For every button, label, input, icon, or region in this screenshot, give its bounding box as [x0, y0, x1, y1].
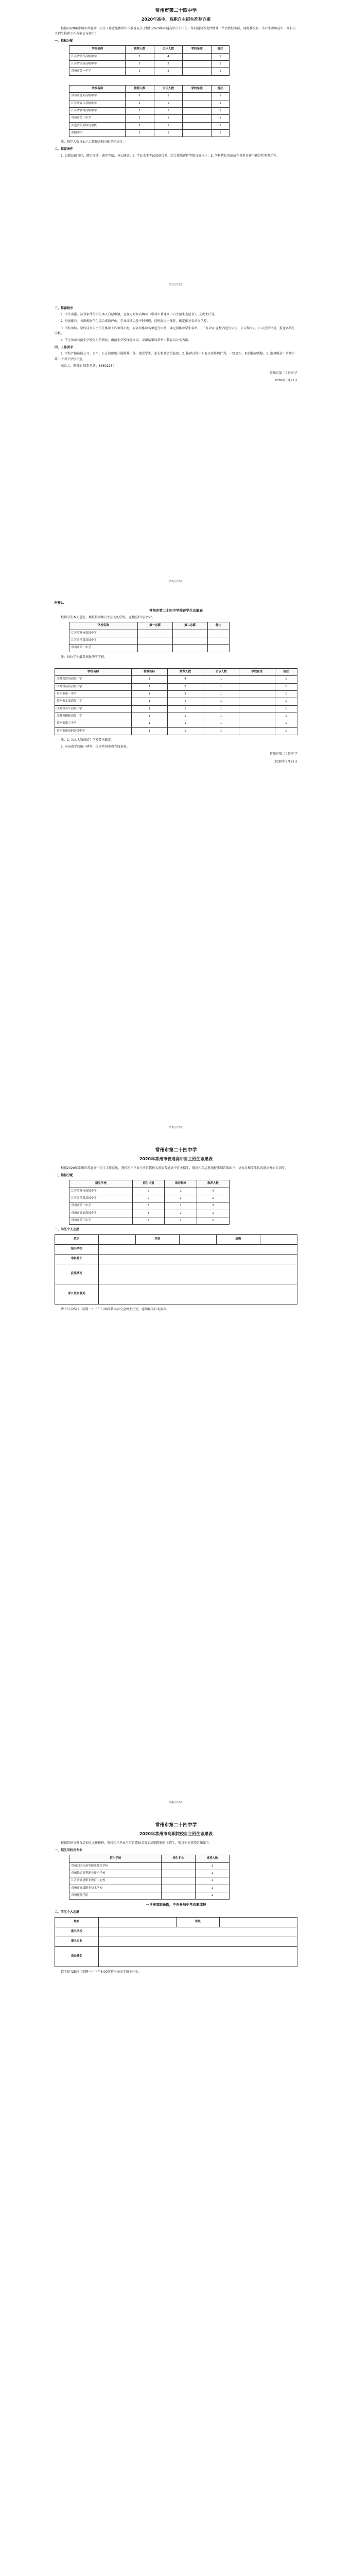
doc1-table2-cell-2-3 [183, 107, 212, 114]
doc4-table-header-0: 招生学校 [69, 1180, 132, 1188]
doc1-table2-header-3: 学校备注 [183, 85, 212, 92]
doc1-table2-cell-1-3 [183, 100, 212, 107]
doc1-table2-cell-0-4: 1 [212, 93, 230, 100]
table-row [69, 129, 230, 137]
doc5-bottom: 请于5月25日（星期一）下午5:00前将本表交至班主任处。 [61, 1970, 142, 1974]
doc5-table-cell-2-2: 1 [195, 1877, 229, 1885]
doc1-table1-cell-2-4: 1 [212, 68, 230, 75]
doc3-table2-cell-2-2: 3 [167, 691, 203, 698]
doc3-table2-cell-2-1: 1 [131, 691, 167, 698]
doc3-table-header-3: 备注 [207, 622, 229, 630]
table-row [69, 1862, 230, 1870]
table-row [69, 645, 230, 652]
doc3-table2-cell-5-4 [239, 713, 275, 720]
doc4-table-header-2: 推荐指标 [165, 1180, 197, 1188]
table-row [55, 698, 297, 705]
table-row [69, 53, 230, 60]
doc3-table-header-0: 学校名称 [69, 622, 137, 630]
doc5-form-school1-label: 报名学校 [55, 1927, 99, 1937]
doc3-table2-cell-6-4 [239, 720, 275, 727]
doc3-table-header-1: 第一志愿 [137, 622, 172, 630]
doc5-table-cell-3-0: 常州市高级职业技术学校 [69, 1885, 162, 1892]
doc3-table-cell-0-2 [172, 630, 207, 637]
table-row [69, 1892, 230, 1899]
doc2-text3b: 2. 班级推荐。各班根据学生综合素质评价、学业成绩以及平时表现，经班级民主推荐，确定推荐名单报学校。 [61, 319, 210, 324]
doc3-note: 注：每位学生最多填报两所学校。 [61, 655, 108, 659]
doc3-table-cell-0-0: 江苏省常州高级中学 [69, 630, 137, 637]
doc3-table2-cell-0-3: 1 [203, 676, 239, 683]
doc4-form-school2-value[interactable] [98, 1254, 297, 1264]
doc3-table2-cell-1-5: 1 [275, 683, 297, 690]
doc1-table1-cell-2-1: 1 [125, 68, 154, 75]
doc5-table-cell-3-2: 1 [195, 1885, 229, 1892]
doc3-table-cell-2-3 [207, 645, 229, 652]
table-row [55, 727, 297, 735]
doc1-sec1: 一、指标分配 [55, 39, 74, 43]
doc2-page: 第2页共5页 [168, 580, 184, 583]
doc5-form-parent-label: 家长签名 [55, 1946, 99, 1967]
table-row [55, 720, 297, 727]
doc4-sec2: 二、学生个人志愿 [55, 1228, 80, 1232]
doc3-table-cell-1-3 [207, 637, 229, 645]
doc3-table2-header-5: 备注 [275, 668, 297, 675]
doc4-table-cell-2-0: 常州市第一中学 [69, 1202, 132, 1210]
doc1-table2 [69, 85, 230, 137]
doc5-subtitle: 2020年常州市高职院校自主招生志愿表 [139, 1832, 213, 1837]
doc1-intro: 根据2020年常州市普通高中招生工作意见和常州市教育局关于做好2020年普通高中自主招生工作的通知等文件精神，结合我校实际，现将我校初三毕业生参加高中、高职自主招生推荐工作方案公布如下： [55, 26, 296, 36]
doc4-table-cell-4-2: 1 [165, 1217, 197, 1224]
doc4-title: 常州市第二十四中学 [155, 1148, 197, 1153]
doc3-table2-cell-4-0: 江苏省奔牛高级中学 [55, 705, 132, 713]
doc3-table-cell-1-1 [137, 637, 172, 645]
doc5-table-cell-4-2: 1 [195, 1892, 229, 1899]
doc3-table-cell-2-1 [137, 645, 172, 652]
doc3-table2-cell-4-2: 1 [167, 705, 203, 713]
doc3-table2-cell-6-3: 1 [203, 720, 239, 727]
doc1-table1-cell-1-2: 2 [154, 61, 183, 68]
doc1-table1-header-4: 备注 [212, 46, 230, 53]
doc4-form [55, 1234, 297, 1304]
doc5-tip: 一旦被高职录取，不再参加中考志愿填报 [146, 1903, 206, 1907]
doc1-table1-cell-2-3 [183, 68, 212, 75]
doc1-table2-header-0: 学校名称 [69, 85, 126, 92]
doc3-table2-cell-3-3: 1 [203, 698, 239, 705]
doc3-table2-cell-7-4 [239, 727, 275, 735]
doc4-table-cell-0-1: 2 [132, 1188, 165, 1195]
table-row [69, 1195, 230, 1202]
doc3-table2-cell-2-4 [239, 691, 275, 698]
doc1-table2-cell-2-1: 1 [125, 107, 154, 114]
doc3-attach: 附件1： [55, 601, 66, 605]
doc2-text4: 1. 学校严格按照公开、公平、公正的原则开展推荐工作，接受学生、家长和社会的监督。2. 推荐过程中如有弄虚作假行为，一经查实，取消推荐资格。3. 监督电话：常州市第二十四中学校长室。 [55, 352, 295, 361]
page-3 [47, 594, 305, 1134]
doc4-bottom: 请于5月25日（星期一）下午5:00前将本表交至班主任处，逾期视为自动放弃。 [61, 1307, 169, 1311]
doc3-title: 常州市第二十四中学推荐学生志愿表 [149, 608, 203, 613]
doc3-table2-cell-2-3: 1 [203, 691, 239, 698]
doc1-table2-cell-4-3 [183, 122, 212, 129]
doc3-table2-cell-4-3: 1 [203, 705, 239, 713]
table-row [69, 1217, 230, 1224]
doc1-table1-cell-0-4: 1 [212, 53, 230, 60]
doc4-table-cell-1-2: 1 [165, 1195, 197, 1202]
doc3-table-cell-1-0: 江苏省前黄高级中学 [69, 637, 137, 645]
doc4-form-school2-label: 学科特长 [55, 1254, 99, 1264]
doc3-table2-cell-7-0: 常州市田家炳高级中学 [55, 727, 132, 735]
doc1-table1-cell-0-2: 4 [154, 53, 183, 60]
doc3-table2-header-3: 公示人数 [203, 668, 239, 675]
doc1-title: 常州市第二十四中学 [155, 8, 197, 13]
doc4-sec1: 一、指标分配 [55, 1174, 74, 1178]
doc1-table2-note: 注：推荐人数与公示人数按各校分配指标执行。 [61, 140, 126, 144]
doc3-table2-cell-3-5: 1 [275, 698, 297, 705]
doc5-form-parent-value[interactable] [98, 1946, 297, 1967]
doc1-subtitle: 2020年高中、高职自主招生准荐方案 [141, 17, 211, 22]
table-row [69, 1885, 230, 1892]
doc3-table2-header-1: 推荐指标 [131, 668, 167, 675]
doc1-table2-cell-4-4: 1 [212, 122, 230, 129]
doc4-form-gender-value[interactable] [179, 1234, 216, 1244]
table-row [69, 68, 230, 75]
doc2-text3d: 4. 学生参加各招生学校组织的测试，由招生学校择优录取，录取结果以常州市教育局公布为准。 [61, 338, 191, 342]
doc3-table2-cell-1-3: 1 [203, 683, 239, 690]
doc1-table2-cell-3-0: 常州市第三中学 [69, 115, 126, 122]
doc4-form-awards-value[interactable] [98, 1264, 297, 1284]
doc1-sec2: 二、推荐条件 [55, 147, 74, 151]
doc1-table1-cell-1-1: 1 [125, 61, 154, 68]
table-row [69, 637, 230, 645]
doc3-table2-cell-5-1: 1 [131, 713, 167, 720]
table-row [69, 630, 230, 637]
doc1-table2-cell-0-2: 1 [154, 93, 183, 100]
doc4-form-name-value[interactable] [98, 1234, 135, 1244]
doc5-title: 常州市第二十四中学 [155, 1823, 197, 1828]
table-row [69, 107, 230, 114]
doc3-table2-cell-3-4 [239, 698, 275, 705]
doc5-form-school1-value[interactable] [98, 1927, 297, 1937]
doc1-table1-header-2: 公示人数 [154, 46, 183, 53]
doc1-table2-header-4: 备注 [212, 85, 230, 92]
doc4-form-name-label: 姓名 [55, 1234, 99, 1244]
doc1-table2-cell-5-2: 1 [154, 129, 183, 137]
doc5-table-cell-4-0: 常州技师学院 [69, 1892, 162, 1899]
doc5-table [69, 1855, 230, 1900]
doc5-form-name-value[interactable] [98, 1917, 176, 1927]
table-row [69, 61, 230, 68]
doc5-table-cell-0-1 [161, 1862, 195, 1870]
doc5-table-cell-1-0: 常州铁道高等职业技术学校 [69, 1870, 162, 1877]
doc4-table-cell-2-3: 3 [197, 1202, 230, 1210]
doc4-table-cell-3-3: 1 [197, 1210, 230, 1217]
doc3-table2 [55, 668, 297, 735]
page-1 [47, 0, 305, 292]
table-row [55, 691, 297, 698]
doc1-table2-cell-3-4: 1 [212, 115, 230, 122]
doc1-table2-cell-0-1: 1 [125, 93, 154, 100]
doc5-table-cell-2-0: 江苏省武进职业教育中心校 [69, 1877, 162, 1885]
doc4-table-cell-1-1: 2 [132, 1195, 165, 1202]
doc5-intro: 根据常州市教育局相关文件精神，我校初三毕业生可自愿报名参加高职院校自主招生，现将相关事项告知如下。 [61, 1841, 213, 1845]
doc4-table-cell-2-1: 3 [132, 1202, 165, 1210]
page-5 [47, 1815, 305, 2576]
doc3-table2-header-2: 推荐人数 [167, 668, 203, 675]
doc3-table2-cell-5-5: 1 [275, 713, 297, 720]
doc3-table2-cell-0-0: 江苏省常州高级中学 [55, 676, 132, 683]
doc1-table1-header-3: 学校备注 [183, 46, 212, 53]
doc5-table-cell-0-0: 常州刘国钧高等职业技术学校 [69, 1862, 162, 1870]
doc5-sec2: 二、学生个人志愿 [55, 1910, 80, 1914]
doc2-text3a: 1. 学生申报。符合条件的学生本人自愿申请，在规定时间内填写《常州市普通高中自主招生志愿表》，交班主任处。 [61, 313, 218, 317]
doc1-table2-cell-2-4: 1 [212, 107, 230, 114]
doc1-table1-cell-1-4: 1 [212, 61, 230, 68]
doc4-table-cell-4-3: 1 [197, 1217, 230, 1224]
doc5-table-header-2: 推荐人数 [195, 1855, 229, 1862]
doc3-table2-cell-0-5: 1 [275, 676, 297, 683]
doc1-table2-cell-1-1: 1 [125, 100, 154, 107]
table-row [69, 100, 230, 107]
doc4-table-cell-3-2: 1 [165, 1210, 197, 1217]
table-row [69, 93, 230, 100]
doc3-table2-cell-3-2: 1 [167, 698, 203, 705]
doc2-contact: 联系人：教务处 联系电话：86601234 [61, 364, 115, 368]
table-row [69, 122, 230, 129]
doc3-table2-cell-6-2: 1 [167, 720, 203, 727]
table-row [69, 1188, 230, 1195]
doc3-table2-cell-6-5: 1 [275, 720, 297, 727]
doc1-table1-cell-2-2: 3 [154, 68, 183, 75]
doc4-page: 第4页共5页 [168, 1801, 184, 1804]
doc4-form-class-value[interactable] [260, 1234, 297, 1244]
doc4-form-remark-label: 家长签名意见 [55, 1284, 99, 1304]
table-row [69, 1210, 230, 1217]
doc3-table2-cell-5-0: 江苏省横林高级中学 [55, 713, 132, 720]
doc1-table1-cell-0-3 [183, 53, 212, 60]
doc3-footer2: 2. 本表由学校统一填写，报送常州市教育局备案。 [61, 745, 130, 749]
doc1-page: 第1页共5页 [168, 283, 184, 286]
doc4-table-cell-4-0: 常州市第三中学 [69, 1217, 132, 1224]
doc1-table2-cell-5-0: 溧阳中学 [69, 129, 126, 137]
doc1-table2-cell-0-0: 常州市北郊高级中学 [69, 93, 126, 100]
table-row [69, 1877, 230, 1885]
doc3-table2-cell-2-5: 1 [275, 691, 297, 698]
doc5-table-header-1: 招生专业 [161, 1855, 195, 1862]
doc3-table2-cell-1-4 [239, 683, 275, 690]
doc1-table2-cell-4-1: 1 [125, 122, 154, 129]
doc1-table2-cell-1-0: 江苏省奔牛高级中学 [69, 100, 126, 107]
doc2-text3c: 3. 学校审核。学校成立自主招生推荐工作领导小组，对各班推荐名单进行审核，确定拟推荐学生名单，于5月26日在校内进行公示，公示期3天。公示无异议后，报送各招生学校。 [55, 326, 295, 335]
doc1-table2-cell-3-2: 1 [154, 115, 183, 122]
doc3-table-cell-2-0: 常州市第一中学 [69, 645, 137, 652]
doc4-form-school1-label: 报名学校 [55, 1244, 99, 1254]
doc5-table-cell-2-1 [161, 1877, 195, 1885]
doc3-table2-header-4: 学校备注 [239, 668, 275, 675]
doc2-sec3: 三、推荐程序 [55, 307, 74, 310]
doc3-footer1: 注：1. 公示人数按招生学校要求确定。 [61, 738, 114, 742]
doc1-table2-cell-4-0: 武进清英外国语学校 [69, 122, 126, 129]
doc4-table-cell-4-1: 3 [132, 1217, 165, 1224]
doc4-form-remark-value[interactable] [98, 1284, 297, 1304]
doc5-form-name-label: 姓名 [55, 1917, 99, 1927]
doc1-table2-cell-1-4: 1 [212, 100, 230, 107]
doc4-table-cell-2-2: 1 [165, 1202, 197, 1210]
doc1-table1-cell-0-1: 1 [125, 53, 154, 60]
doc3-table-cell-1-2 [172, 637, 207, 645]
doc3-table2-cell-4-4 [239, 705, 275, 713]
table-row [69, 1870, 230, 1877]
doc5-form-major-label: 报名专业 [55, 1937, 99, 1946]
table-row [55, 683, 297, 690]
doc3-table2-cell-0-4 [239, 676, 275, 683]
doc1-table1-cell-0-0: 江苏省常州高级中学 [69, 53, 126, 60]
doc5-form-class-value[interactable] [220, 1917, 297, 1927]
doc1-table2-cell-0-3 [183, 93, 212, 100]
doc1-table2-header-2: 公示人数 [154, 85, 183, 92]
doc5-table-cell-0-2: 1 [195, 1862, 229, 1870]
doc4-table-header-1: 招生计划 [132, 1180, 165, 1188]
doc3-table2-cell-4-1: 1 [131, 705, 167, 713]
doc3-table-cell-0-3 [207, 630, 229, 637]
doc1-table2-header-1: 推荐人数 [125, 85, 154, 92]
doc2-sec4: 四、工作要求 [55, 346, 74, 350]
doc3-table2-cell-3-0: 常州市北郊高级中学 [55, 698, 132, 705]
doc3-sig: 常州市第二十四中学 [269, 752, 297, 756]
doc1-table2-cell-5-4: 1 [212, 129, 230, 137]
table-row [55, 676, 297, 683]
table-row [69, 115, 230, 122]
doc3-table-cell-2-2 [172, 645, 207, 652]
doc5-form [55, 1917, 297, 1967]
doc3-intro: 根据学生本人意愿，填报拟参加自主招生的学校，在相应栏内打“√”。 [61, 616, 156, 620]
doc3-table2-cell-0-1: 1 [131, 676, 167, 683]
doc5-table-cell-1-1 [161, 1870, 195, 1877]
doc5-sec1: 一、招生学校及专业 [55, 1849, 83, 1853]
doc4-table [69, 1180, 230, 1225]
doc3-table2-cell-2-0: 常州市第一中学 [55, 691, 132, 698]
doc3-table2-header-0: 学校名称 [55, 668, 132, 675]
doc3-table2-cell-1-0: 江苏省前黄高级中学 [55, 683, 132, 690]
doc4-subtitle: 2020年常州市普通高中自主招生志愿表 [139, 1157, 213, 1162]
doc4-form-gender-label: 性别 [136, 1234, 180, 1244]
doc1-table2-cell-3-3 [183, 115, 212, 122]
doc3-date: 2020年5月21日 [274, 759, 297, 764]
doc4-form-awards-label: 获奖情况 [55, 1264, 99, 1284]
doc1-table1-cell-1-3 [183, 61, 212, 68]
doc1-text2: 1. 思想品德良好，遵纪守法，诚实守信，身心健康；2. 学业水平考试成绩优秀，综合素质评价等级良好以上；3. 学科特长突出或在各类竞赛中获得奖项者优先。 [61, 154, 279, 158]
doc3-table2-cell-7-1: 1 [131, 727, 167, 735]
doc5-table-cell-4-1 [161, 1892, 195, 1899]
doc4-table-cell-3-0: 常州市北郊高级中学 [69, 1210, 132, 1217]
doc3-table2-cell-7-2: 1 [167, 727, 203, 735]
table-row [55, 713, 297, 720]
doc5-form-class-label: 班级 [176, 1917, 220, 1927]
doc3-table2-cell-5-2: 1 [167, 713, 203, 720]
table-row [69, 1202, 230, 1210]
page-2 [47, 297, 305, 588]
doc3-page: 第3页共5页 [168, 1126, 184, 1129]
doc3-table2-cell-5-3: 1 [203, 713, 239, 720]
doc5-table-cell-3-1 [161, 1885, 195, 1892]
doc1-table2-cell-5-3 [183, 129, 212, 137]
doc4-table-cell-3-1: 3 [132, 1210, 165, 1217]
doc4-form-school1-value[interactable] [98, 1244, 297, 1254]
doc1-table1 [69, 45, 230, 75]
doc3-table2-cell-1-2: 2 [167, 683, 203, 690]
doc3-table-cell-0-1 [137, 630, 172, 637]
doc4-table-header-3: 推荐人数 [197, 1180, 230, 1188]
doc3-table2-cell-0-2: 4 [167, 676, 203, 683]
doc1-table1-cell-1-0: 江苏省前黄高级中学 [69, 61, 126, 68]
table-row [55, 705, 297, 713]
doc1-table1-cell-2-0: 常州市第一中学 [69, 68, 126, 75]
doc3-table2-cell-4-5: 1 [275, 705, 297, 713]
doc5-table-cell-1-2: 1 [195, 1870, 229, 1877]
doc4-form-class-label: 班级 [217, 1234, 260, 1244]
doc3-table2-cell-3-1: 1 [131, 698, 167, 705]
doc1-table2-cell-5-1: 1 [125, 129, 154, 137]
doc3-table [69, 622, 230, 652]
doc3-table2-cell-1-1: 1 [131, 683, 167, 690]
doc3-table2-cell-6-0: 常州市第三中学 [55, 720, 132, 727]
doc1-table1-header-0: 学校名称 [69, 46, 126, 53]
doc3-table2-cell-7-5: 1 [275, 727, 297, 735]
doc1-table2-cell-1-2: 1 [154, 100, 183, 107]
doc2-sig2: 2020年5月21日 [274, 379, 297, 383]
doc1-table1-header-1: 推荐人数 [125, 46, 154, 53]
doc4-table-cell-0-3: 4 [197, 1188, 230, 1195]
doc4-table-cell-0-0: 江苏省常州高级中学 [69, 1188, 132, 1195]
doc5-form-major-value[interactable] [98, 1937, 297, 1946]
doc4-table-cell-1-0: 江苏省前黄高级中学 [69, 1195, 132, 1202]
doc3-table2-cell-7-3: 1 [203, 727, 239, 735]
doc4-table-cell-0-2: 1 [165, 1188, 197, 1195]
doc1-table2-cell-4-2: 1 [154, 122, 183, 129]
doc3-table2-cell-6-1: 1 [131, 720, 167, 727]
doc5-table-header-0: 招生学校 [69, 1855, 162, 1862]
doc1-table2-cell-2-0: 江苏省横林高级中学 [69, 107, 126, 114]
doc1-table2-cell-2-2: 1 [154, 107, 183, 114]
doc4-intro: 根据2020年常州市普通高中招生工作意见，我校初三毕业生可自愿报名参加普通高中自主招生，现将相关志愿填报事项告知如下，请家长和学生认真阅读并如实填写。 [61, 1166, 288, 1170]
doc3-table-header-2: 第二志愿 [172, 622, 207, 630]
page-4 [47, 1140, 305, 1809]
doc1-table2-cell-3-1: 1 [125, 115, 154, 122]
doc2-sig1: 常州市第二十四中学 [269, 371, 297, 375]
doc4-table-cell-1-3: 2 [197, 1195, 230, 1202]
